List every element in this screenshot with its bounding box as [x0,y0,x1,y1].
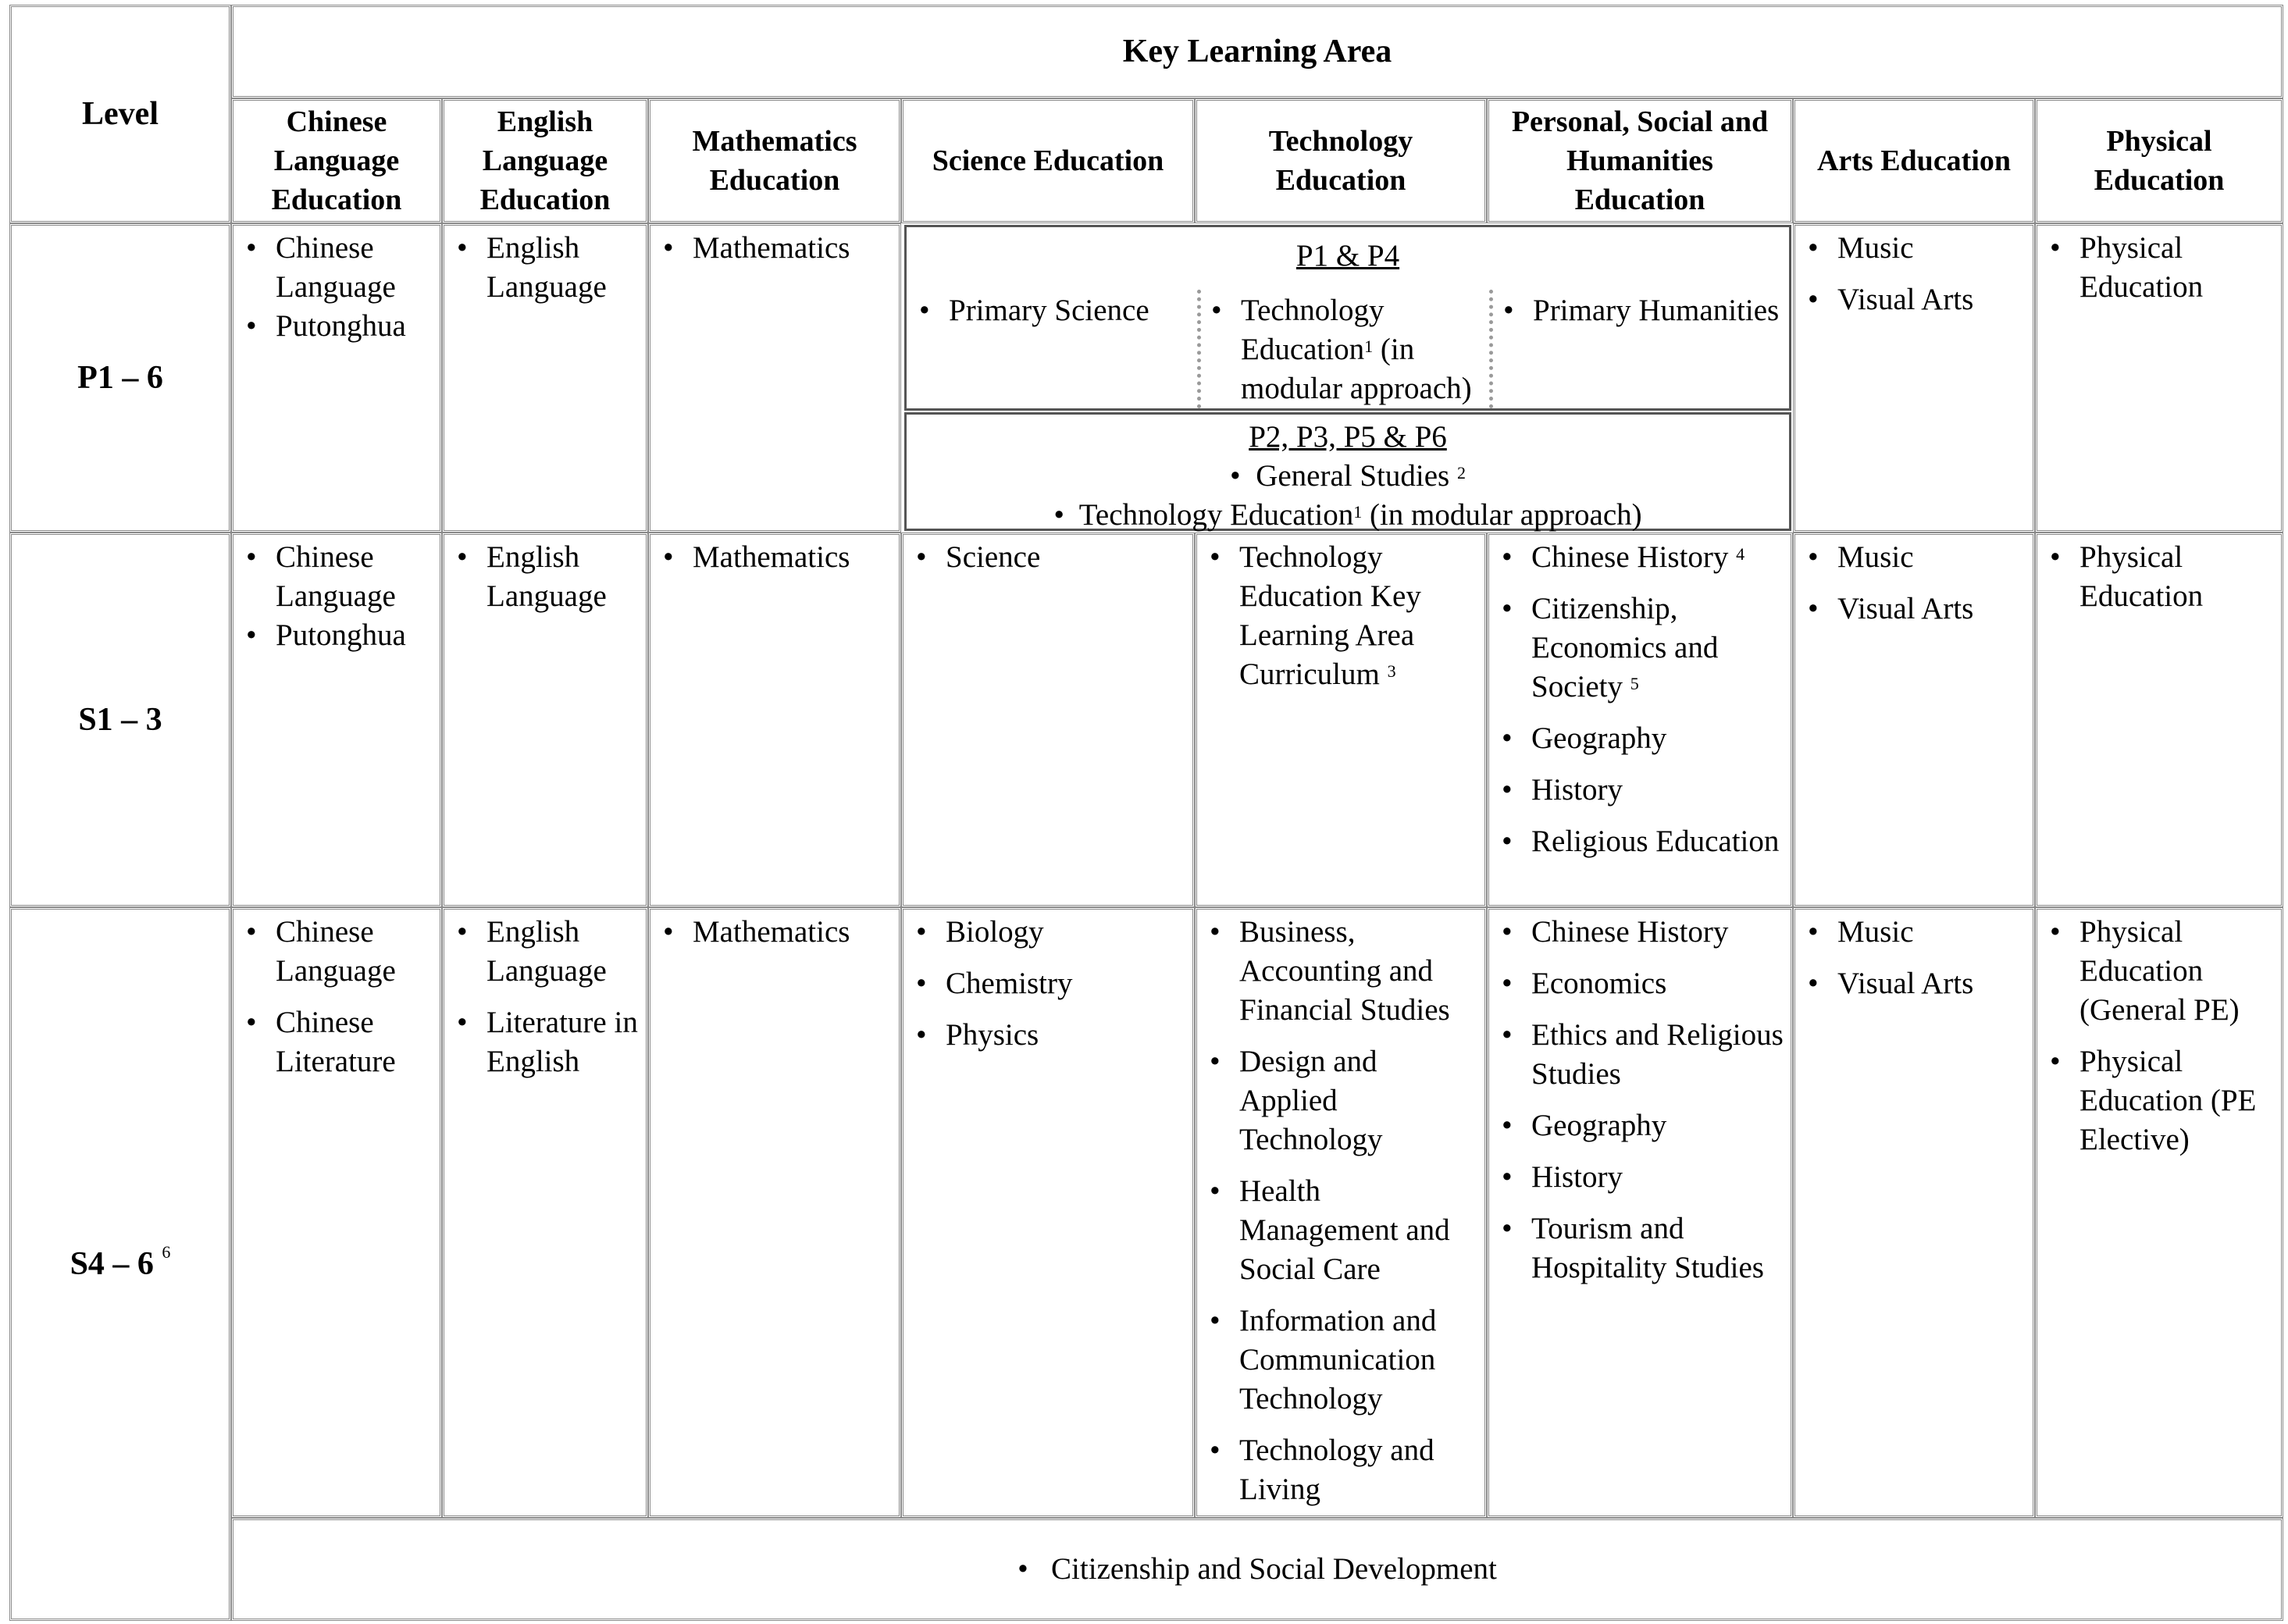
col-header-physical [2035,98,2283,223]
s46-psh-cell [1487,907,1793,1518]
s46-pe-cell [2035,907,2283,1518]
list-item: • Geography [1494,1106,1786,1145]
col-header-line: Education [1574,183,1705,216]
list-item: • Putonghua [238,616,435,655]
item-text: Citizenship and Social Development [1051,1552,1497,1586]
level-label: P1 – 6 [77,360,163,396]
col-header-line: Physical [2106,125,2212,158]
col-header-line: Education [479,183,611,216]
kla-curriculum-table [9,5,2283,1621]
s13-science-cell [901,532,1195,907]
general-studies-item: • General Studies $^2$ [1230,459,1466,493]
primary-humanities-list [1491,291,1797,330]
s46-arts-cell [1793,907,2035,1518]
footnote-marker: 5 [1630,674,1639,693]
p16-arts-cell [1793,223,2035,532]
footnote-marker: 4 [1736,544,1745,564]
list-item: • Primary Science [911,291,1197,330]
csd-item: • Citizenship and Social Development [1017,1552,1497,1586]
item-text: Technology Education [1078,498,1354,532]
level-label [69,1242,171,1283]
col-header-science [901,98,1195,223]
footnote-marker: 3 [1387,661,1396,681]
s13-english-cell [442,532,648,907]
list-item: • Mathematics [655,538,894,577]
list-item: • Physical Education (PE Elective) [2042,1042,2276,1159]
list-item: • Ethics and Religious Studies [1494,1016,1786,1094]
footnote-marker: 6 [162,1242,171,1262]
list-item: • Biology [908,913,1188,952]
item-text: (in modular approach) [1362,498,1642,532]
p2-p6-title: P2, P3, P5 & P6 [1249,420,1447,454]
level-label: S1 – 3 [78,702,162,738]
col-header-mathematics [648,98,901,223]
col-header-arts [1793,98,2035,223]
col-header-line: Education [1275,164,1406,197]
list-item: • Technology and Living [1202,1431,1480,1509]
item-text: (in modular approach) [1241,333,1472,405]
list-item: • Business, Accounting and Financial Studies [1202,913,1480,1030]
p1-p4-box [904,225,1791,411]
level-text: S4 – 6 [69,1246,154,1282]
p1-p4-title: P1 & P4 [1295,239,1400,272]
list-item: • English Language [449,229,641,307]
list-item: • Visual Arts [1800,280,2028,319]
col-header-line: Mathematics [692,125,857,158]
level-header-text: Level [82,96,159,132]
col-header-line: Personal, Social and [1511,105,1769,138]
s13-arts-cell [1793,532,2035,907]
technology-modular-list [1199,291,1497,408]
list-item: • Science [908,538,1188,577]
col-header-line: Language [273,144,400,177]
technology-modular-item: • Technology Education$^1$ (in modular approach) [1053,498,1642,532]
list-item: • Chemistry [908,964,1188,1003]
s13-math-cell [648,532,901,907]
p16-chinese-cell [231,223,442,532]
col-header-line: Humanities [1566,144,1713,177]
list-item: • Chinese Language [238,913,435,991]
list-item: • Physics [908,1016,1188,1055]
s46-csd-cell [231,1518,2283,1621]
list-item [1203,291,1492,408]
s46-science-cell [901,907,1195,1518]
item-text: Citizenship, Economics and Society [1531,592,1719,703]
col-header-chinese [231,98,442,223]
s46-english-cell [442,907,648,1518]
item-text: Technology Education Key Learning Area Curriculum [1239,540,1421,691]
col-header-line: English [497,105,593,138]
list-item: • Physical Education [2042,538,2276,616]
s46-technology-cell [1195,907,1487,1518]
item-text: General Studies [1256,459,1457,493]
item-text: Chinese History [1531,540,1737,574]
list-item: • Physical Education (General PE) [2042,913,2276,1030]
col-header-english [442,98,648,223]
col-header-line: Language [482,144,608,177]
kla-header-text: Key Learning Area [1122,34,1392,69]
list-item: • Chinese Language [238,229,435,307]
col-header-line: Arts Education [1816,144,2012,177]
list-item: • Mathematics [655,229,894,268]
list-item [1494,589,1786,707]
list-item: • Geography [1494,719,1786,758]
primary-science-list [907,291,1202,330]
list-item: • History [1494,1158,1786,1197]
p16-english-cell [442,223,648,532]
list-item [1494,538,1786,577]
list-item: • Mathematics [655,913,894,952]
p16-pe-cell [2035,223,2283,532]
list-item [1202,538,1480,694]
list-item: • Religious Education [1494,822,1786,861]
col-header-line: Education [709,164,840,197]
s13-chinese-cell [231,532,442,907]
list-item: • Information and Communication Technology [1202,1302,1480,1419]
list-item: • Design and Applied Technology [1202,1042,1480,1159]
list-item: • Primary Humanities [1495,291,1792,330]
list-item: • Tourism and Hospitality Studies [1494,1209,1786,1287]
level-s4-6 [9,907,231,1621]
level-p1-6 [9,223,231,532]
footnote-marker: 1 [1364,337,1374,356]
list-item: • Music [1800,229,2028,268]
col-header-personal-social-humanities [1487,98,1793,223]
list-item: • Music [1800,538,2028,577]
p2-p3-p5-p6-box [904,412,1791,531]
col-header-line: Technology [1268,125,1413,158]
list-item: • Music [1800,913,2028,952]
col-header-technology [1195,98,1487,223]
list-item: • Putonghua [238,307,435,346]
footnote-marker: 2 [1456,463,1466,483]
kla-header [231,5,2283,98]
p16-math-cell [648,223,901,532]
list-item: • Visual Arts [1800,964,2028,1003]
list-item: • Chinese Literature [238,1003,435,1081]
list-item: • Health Management and Social Care [1202,1172,1480,1289]
s46-chinese-cell [231,907,442,1518]
list-item: • English Language [449,913,641,991]
level-header [9,5,231,223]
col-header-line: Education [2094,164,2225,197]
list-item: • Literature in English [449,1003,641,1081]
s13-pe-cell [2035,532,2283,907]
s13-technology-cell [1195,532,1487,907]
list-item: • Economics [1494,964,1786,1003]
level-s1-3 [9,532,231,907]
col-header-line: Education [271,183,402,216]
list-item: • English Language [449,538,641,616]
list-item: • Visual Arts [1800,589,2028,629]
list-item: • Chinese Language [238,538,435,616]
col-header-line: Science Education [932,144,1164,177]
list-item: • Physical Education [2042,229,2276,307]
col-header-line: Chinese [286,105,387,138]
s13-psh-cell [1487,532,1793,907]
list-item: • Chinese History [1494,913,1786,952]
item-text: Technology Education [1241,294,1385,366]
footnote-marker: 1 [1353,502,1363,522]
s46-math-cell [648,907,901,1518]
list-item: • History [1494,771,1786,810]
